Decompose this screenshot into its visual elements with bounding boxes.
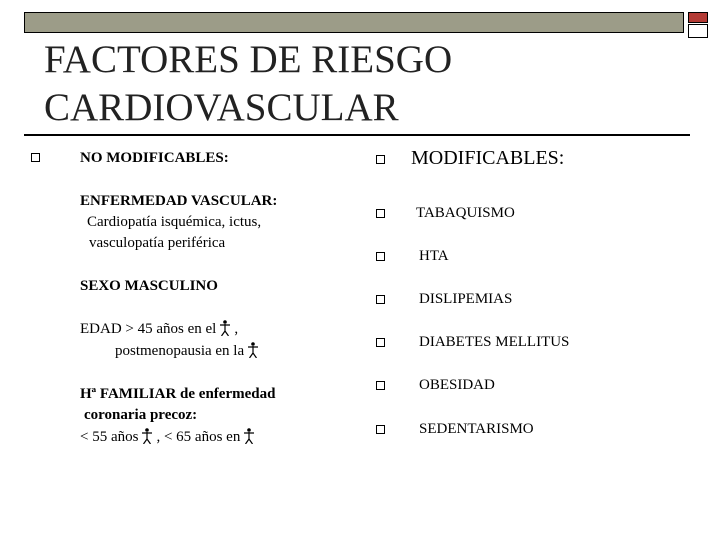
age-text-b: , — [234, 321, 239, 337]
top-decorative-bar — [24, 12, 684, 33]
modifiable-item-smoking: TABAQUISMO — [416, 205, 515, 221]
modifiable-heading: MODIFICABLES: — [411, 147, 565, 169]
age-line-1 — [80, 319, 238, 339]
family-history-line-2: coronaria precoz: — [84, 407, 198, 423]
modifiable-item-hypertension: HTA — [419, 248, 449, 264]
person-icon — [247, 342, 259, 358]
modifiable-item-obesity: OBESIDAD — [419, 377, 495, 393]
square-bullet-icon — [376, 155, 385, 164]
square-bullet-icon — [31, 153, 40, 162]
square-bullet-icon — [376, 252, 385, 261]
family-history-line-1: Hª FAMILIAR de enfermedad — [80, 386, 276, 402]
age-line-2 — [115, 341, 262, 361]
title-divider — [24, 134, 690, 136]
slide-title — [44, 36, 684, 132]
vascular-disease-line-2: Cardiopatía isquémica, ictus, — [87, 214, 262, 230]
corner-accent-red — [688, 12, 708, 23]
non-modifiable-heading: NO MODIFICABLES: — [80, 150, 229, 166]
family-history-line-3 — [80, 427, 258, 447]
corner-accent-white — [688, 24, 708, 38]
person-icon — [243, 428, 255, 444]
age-text-a: EDAD > 45 años en el — [80, 321, 217, 337]
vascular-disease-line-3: vasculopatía periférica — [89, 235, 226, 251]
modifiable-item-sedentarism: SEDENTARISMO — [419, 421, 534, 437]
family-text-a: < 55 años — [80, 429, 139, 445]
modifiable-item-dyslipidemia: DISLIPEMIAS — [419, 291, 513, 307]
male-sex-factor: SEXO MASCULINO — [80, 278, 218, 294]
title-line-2: CARDIOVASCULAR — [44, 86, 399, 129]
square-bullet-icon — [376, 381, 385, 390]
family-text-b: , < 65 años en — [156, 429, 241, 445]
modifiable-item-diabetes: DIABETES MELLITUS — [419, 334, 570, 350]
square-bullet-icon — [376, 425, 385, 434]
square-bullet-icon — [376, 209, 385, 218]
vascular-disease-title: ENFERMEDAD VASCULAR: — [80, 193, 278, 209]
person-icon — [141, 428, 153, 444]
square-bullet-icon — [376, 295, 385, 304]
title-line-1: FACTORES DE RIESGO — [44, 38, 453, 81]
square-bullet-icon — [376, 338, 385, 347]
age-text-c: postmenopausia en la — [115, 343, 245, 359]
person-icon — [219, 320, 231, 336]
